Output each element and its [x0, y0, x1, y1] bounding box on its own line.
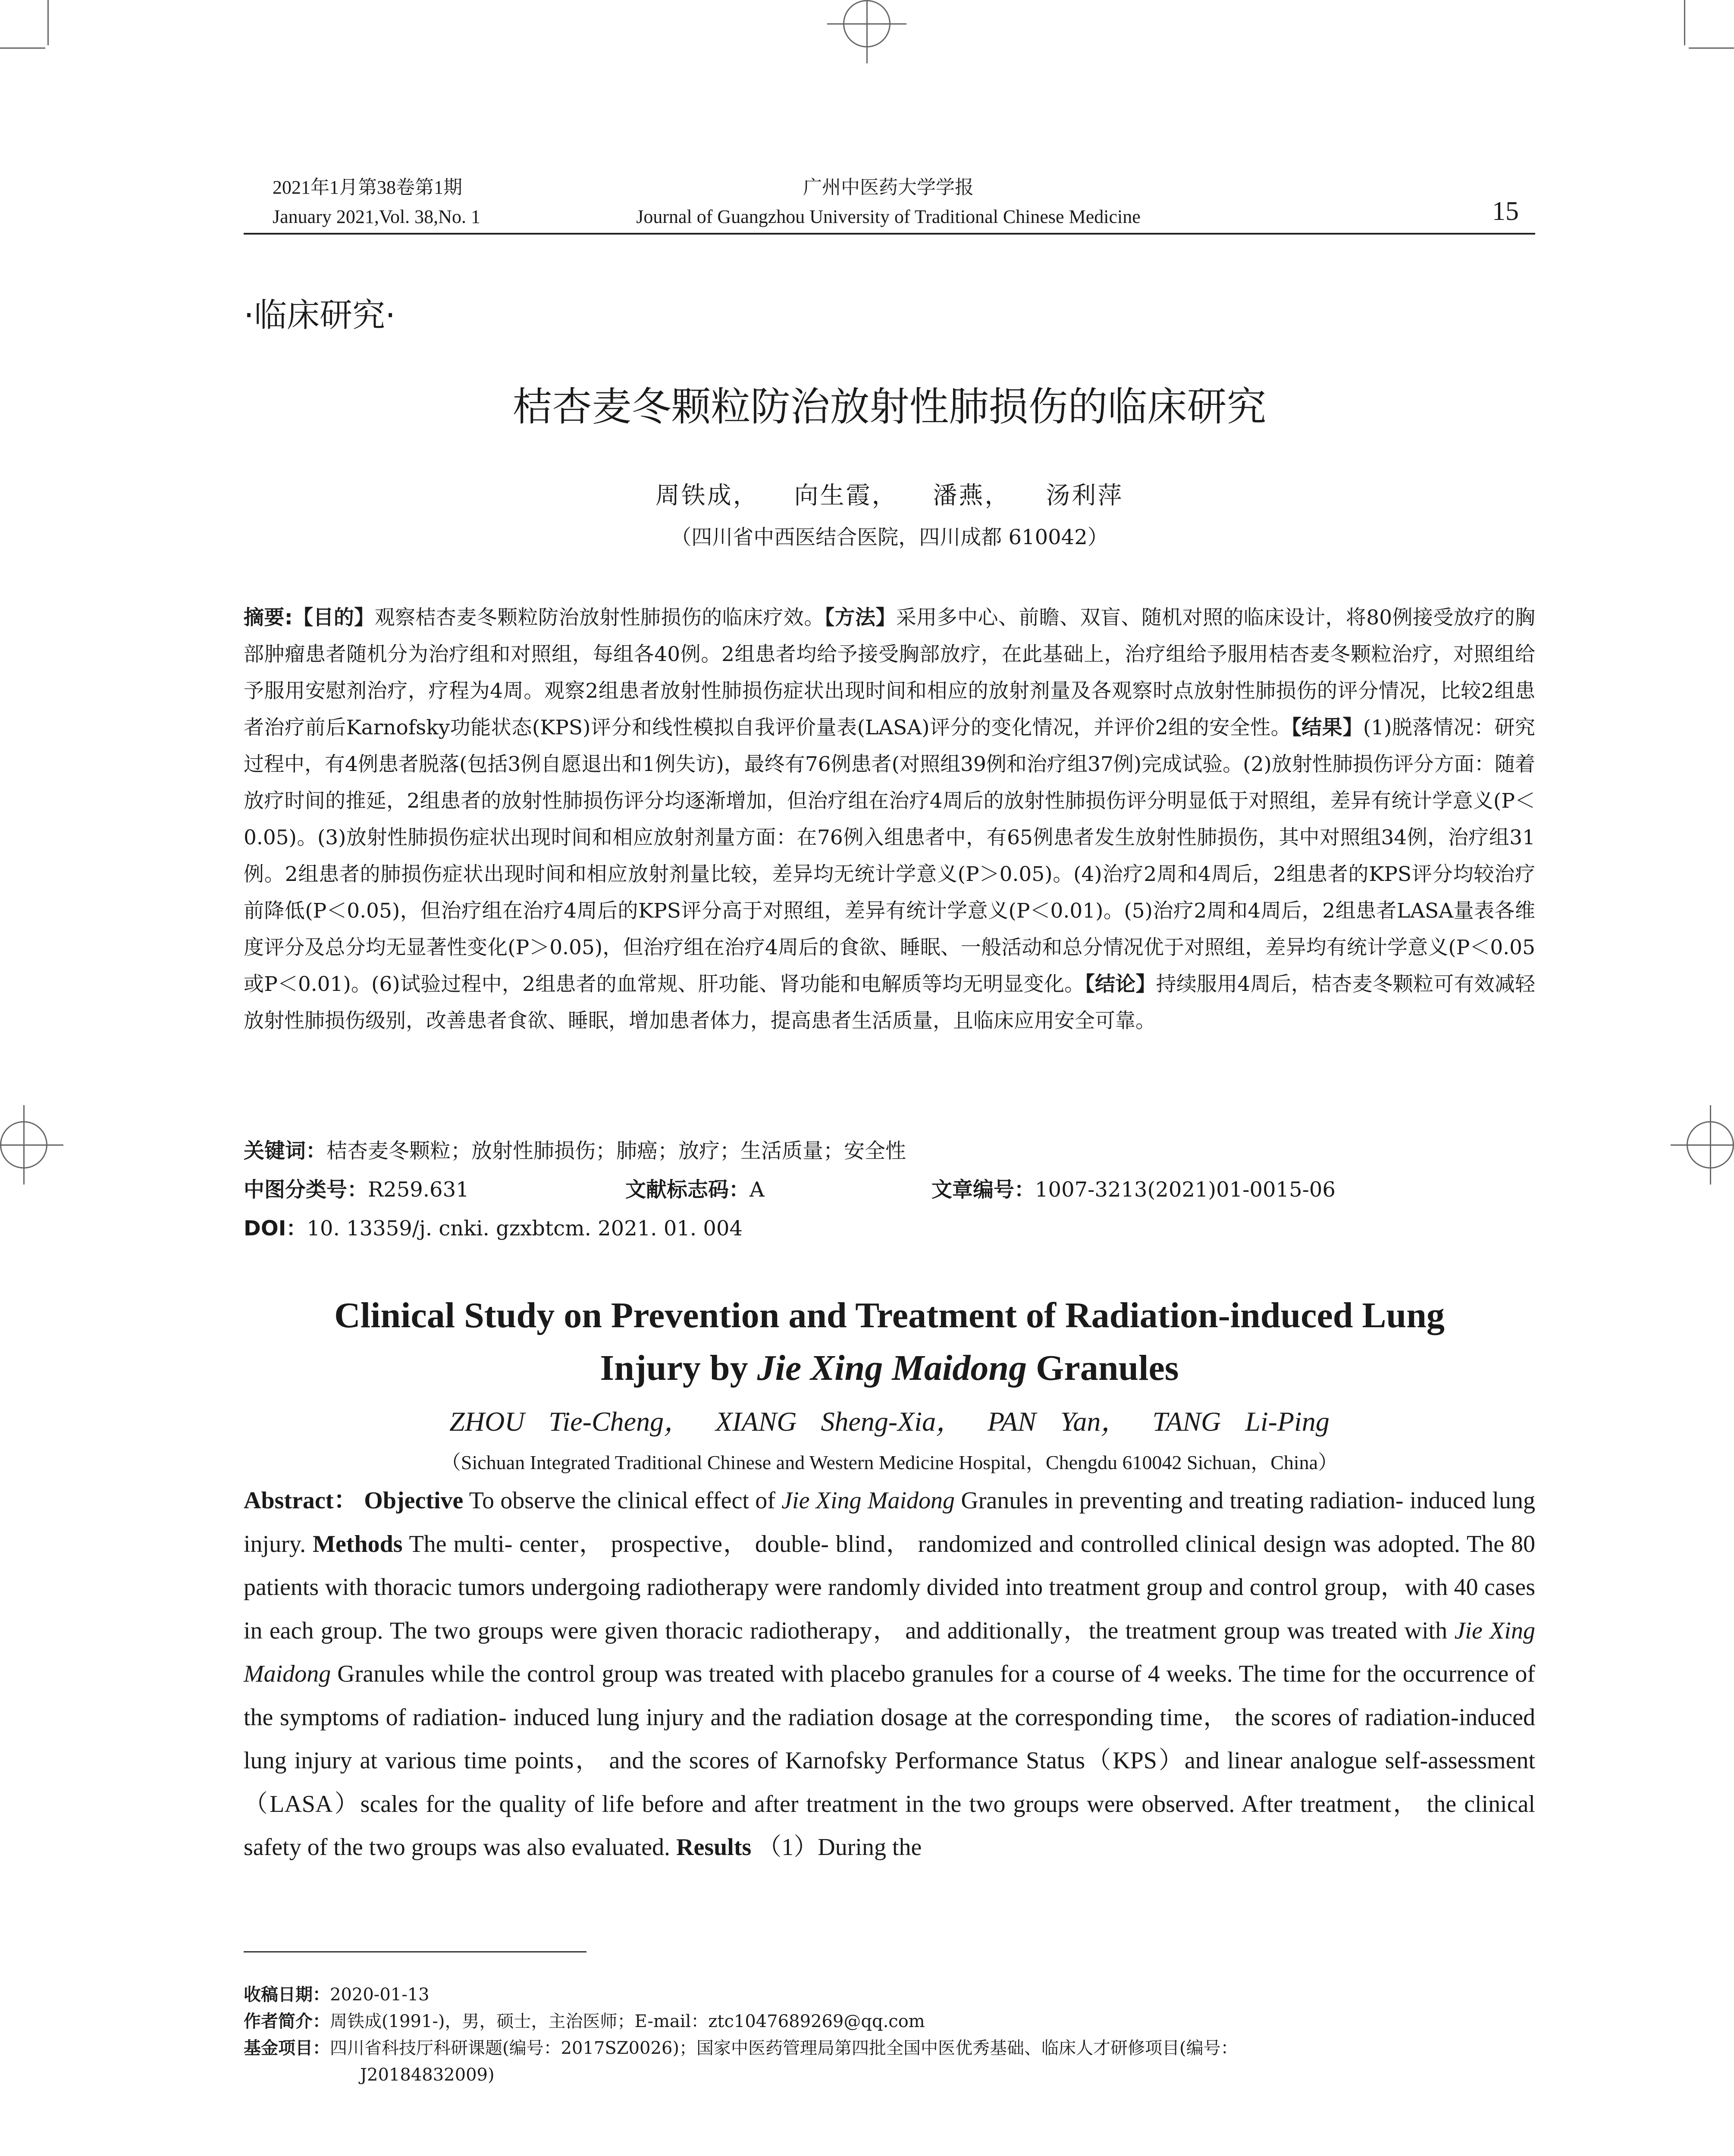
title-cn: 桔杏麦冬颗粒防治放射性肺损伤的临床研究 — [512, 384, 1267, 430]
author-value: 周铁成(1991-)，男，硕士，主治医师；E-mail：ztc1047689269@qq.com — [330, 2012, 925, 2031]
title-en-line1: Clinical Study on Prevention and Treatment of Radiation-induced Lung — [334, 1295, 1445, 1335]
fund-info — [244, 2035, 1535, 2062]
results-en-label: Results — [676, 1834, 752, 1861]
results-label: 【结果】 — [1291, 716, 1363, 740]
herb-en-2: Jie Xing Maidong — [244, 1617, 1535, 1687]
clc-label: 中图分类号： — [244, 1178, 368, 1202]
doi — [244, 1212, 743, 1241]
crop-mark — [1684, 0, 1685, 45]
article-number — [931, 1173, 1336, 1203]
header-issue-cn: 2021年1月第38卷第1期 — [273, 177, 462, 198]
author-bio — [244, 2008, 1535, 2035]
keywords-cn — [244, 1134, 906, 1164]
clc-value: R259.631 — [368, 1178, 469, 1202]
footnotes — [244, 1981, 1535, 2088]
author-label: 作者简介： — [244, 2012, 330, 2031]
methods-en-b: Granules while the control group was treated with placebo granules for a course of 4 weeks. The time for the occurrence of the symptoms of radiation- induced lung injury and the radiation dosage at the corresponding time， the scores of radiation-induced lung injury at various time points， and the scores of Karnofsky Performance Status（KPS）and linear analogue self-assessment（LASA）scales for the quality of life before and after treatment in the two groups were observed. After treatment， the clinical safety of the two groups was also evaluated. — [244, 1661, 1535, 1861]
objective-label: 【目的】 — [292, 606, 375, 630]
received-value: 2020-01-13 — [330, 1985, 430, 2005]
received-label: 收稿日期： — [244, 1985, 330, 2005]
registration-mark — [0, 1121, 47, 1169]
methods-label: 【方法】 — [824, 606, 896, 630]
methods-en-label: Methods — [313, 1530, 403, 1557]
objective-en-label: Objective — [364, 1487, 464, 1514]
received-date — [244, 1981, 1535, 2008]
authors-en: ZHOU Tie-Cheng， XIANG Sheng-Xia， PAN Yan， TANG Li-Ping — [449, 1406, 1330, 1437]
conclusion-text: 持续服用4周后，桔杏麦冬颗粒可有效减轻放射性肺损伤级别，改善患者食欲、睡眠，增加患者体力，提高患者生活质量，且临床应用安全可靠。 — [244, 972, 1536, 1033]
abstract-cn-label: 摘要: — [244, 606, 293, 630]
article-value: 1007-3213(2021)01-0015-06 — [1035, 1178, 1336, 1202]
crop-mark — [0, 47, 45, 49]
results-text: (1)脱落情况：研究过程中，有4例患者脱落(包括3例自愿退出和1例失访)，最终有76例患者(对照组39例和治疗组37例)完成试验。(2)放射性肺损伤评分方面：随着放疗时间的推延，2组患者的放射性肺损伤评分均逐渐增加，但治疗组在治疗4周后的放射性肺损伤评分明显低于对照组，差异有统计学意义(P＜0.05)。(3)放射性肺损伤症状出现时间和相应放射剂量方面：在76例入组患者中，有65例患者发生放射性肺损伤，其中对照组34例，治疗组31例。2组患者的肺损伤症状出现时间和相应放射剂量比较，差异均无统计学意义(P＞0.05)。(4)治疗2周和4周后，2组患者的KPS评分均较治疗前降低(P＜0.05)，但治疗组在治疗4周后的KPS评分高于对照组，差异有统计学意义(P＜0.01)。(5)治疗2周和4周后，2组患者LASA量表各维度评分及总分均无显著性变化(P＞0.05)，但治疗组在治疗4周后的食欲、睡眠、一般活动和总分情况优于对照组，差异均有统计学意义(P＜0.05或P＜0.01)。(6)试验过程中，2组患者的血常规、肝功能、肾功能和电解质等均无明显变化。 — [244, 716, 1536, 996]
crop-mark — [1689, 47, 1734, 49]
title-en-line2 — [244, 1342, 1535, 1395]
objective-text: 观察桔杏麦冬颗粒防治放射性肺损伤的临床疗效。 — [374, 606, 825, 630]
abstract-cn — [244, 599, 1535, 1039]
title-en — [244, 1289, 1535, 1395]
abstract-en — [244, 1479, 1535, 1869]
header-rule — [244, 233, 1535, 235]
article-label: 文章编号： — [931, 1178, 1035, 1202]
fund-line1: 四川省科技厅科研课题(编号：2017SZ0026)；国家中医药管理局第四批全国中医优秀基础、临床人才研修项目(编号： — [330, 2038, 1238, 2058]
authors-cn: 周铁成， 向生霞， 潘燕， 汤利萍 — [655, 482, 1124, 510]
objective-en-a: To observe the clinical effect of — [463, 1487, 782, 1514]
title-en-herb: Jie Xing Maidong — [757, 1348, 1027, 1388]
clc-number — [244, 1173, 469, 1203]
fund-label: 基金项目： — [244, 2038, 330, 2058]
column-label: ·临床研究· — [244, 296, 396, 334]
doi-value: 10. 13359/j. cnki. gzxbtcm. 2021. 01. 004 — [307, 1216, 743, 1241]
footnote-rule — [244, 1951, 586, 1952]
title-en-line2-a: Injury by — [600, 1348, 757, 1388]
header-journal-en: Journal of Guangzhou University of Traditional Chinese Medicine — [636, 206, 1141, 227]
title-en-line2-b: Granules — [1027, 1348, 1179, 1388]
keywords-label: 关键词： — [244, 1139, 327, 1163]
objective-en-b: Granules in preventing and treating radiation- induced lung injury. — [244, 1487, 1536, 1557]
fund-line2: J20184832009) — [360, 2065, 495, 2085]
affiliation-cn: （四川省中西医结合医院，四川成都 610042） — [671, 525, 1108, 549]
affiliation-en: （Sichuan Integrated Traditional Chinese and Western Medicine Hospital，Chengdu 610042 Sichuan，China） — [441, 1451, 1338, 1473]
doc-label: 文献标志码： — [625, 1178, 750, 1202]
abstract-en-label: Abstract： — [244, 1487, 358, 1514]
page-number: 15 — [1492, 197, 1519, 226]
herb-en: Jie Xing Maidong — [781, 1487, 955, 1514]
crop-mark — [47, 0, 49, 45]
results-en-text: （1）During the — [757, 1834, 922, 1861]
doi-label: DOI： — [244, 1216, 307, 1241]
header-journal-cn: 广州中医药大学学报 — [803, 177, 974, 198]
registration-mark — [843, 0, 891, 47]
conclusion-label: 【结论】 — [1085, 972, 1156, 996]
header-issue-en: January 2021,Vol. 38,No. 1 — [273, 206, 480, 227]
methods-text: 采用多中心、前瞻、双盲、随机对照的临床设计，将80例接受放疗的胸部肿瘤患者随机分为治疗组和对照组，每组各40例。2组患者均给予接受胸部放疗，在此基础上，治疗组给予服用桔杏麦冬颗粒治疗，对照组给予服用安慰剂治疗，疗程为4周。观察2组患者放射性肺损伤症状出现时间和相应的放射剂量及各观察时点放射性肺损伤的评分情况，比较2组患者治疗前后Karnofsky功能状态(KPS)评分和线性模拟自我评价量表(LASA)评分的变化情况，并评价2组的安全性。 — [244, 606, 1536, 740]
keywords-value: 桔杏麦冬颗粒；放射性肺损伤；肺癌；放疗；生活质量；安全性 — [326, 1139, 906, 1163]
doc-value: A — [749, 1178, 765, 1202]
methods-en-a: The multi- center， prospective， double- blind， randomized and controlled clinical design was adopted. The 80 patients with thoracic tumors undergoing radiotherapy were randomly divided into treatment group and control group，with 40 cases in each group. The two groups were given thoracic radiotherapy， and additionally，the treatment group was treated with — [244, 1530, 1535, 1644]
document-code — [625, 1173, 765, 1203]
registration-mark — [1687, 1121, 1734, 1169]
